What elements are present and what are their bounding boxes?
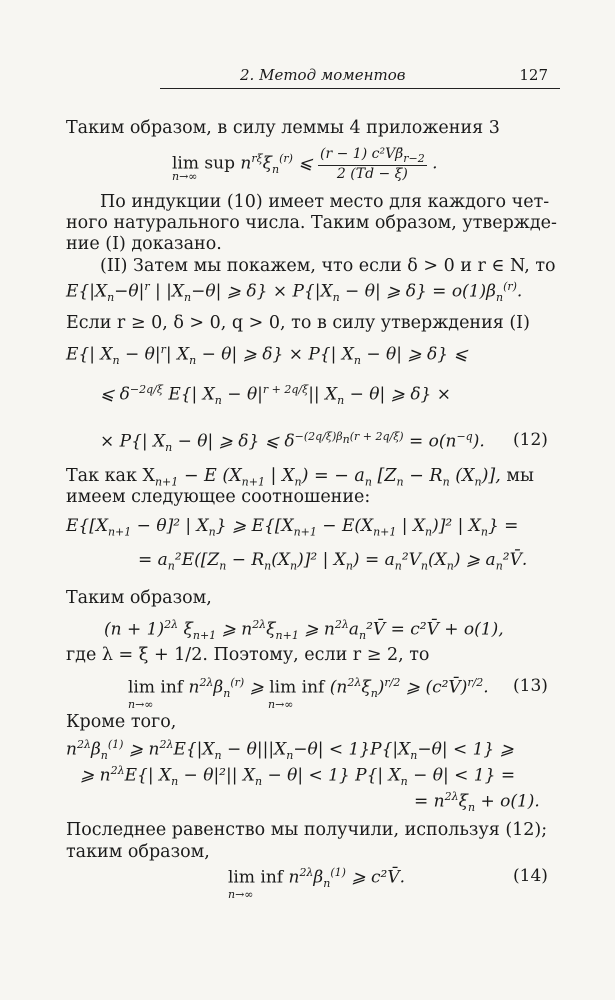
paragraph-line: Если r ≥ 0, δ > 0, q > 0, то в силу утверждения (I) (66, 313, 530, 333)
paragraph-fragment: Так как X (66, 466, 155, 486)
page-number: 127 (519, 66, 548, 84)
equation-liminf-14: lim inf $n^{2\lambda}\beta_n^{(1)}$ ⩾ c²V̄. n→∞ (228, 866, 406, 901)
equation-line: $(n + 1)^{2\lambda}$ $\xi_{n+1}$ ⩾ $n^{2\lambda}\xi_{n+1}$ ⩾ $n^{2\lambda}a_n^2V̄$ = c²V̄ + o(1), (104, 618, 504, 643)
paragraph-line: таким образом, (66, 842, 210, 862)
paragraph-line: По индукции (10) имеет место для каждого чет- (100, 192, 550, 212)
running-header (160, 64, 560, 89)
equation-number: (12) (513, 430, 548, 450)
equation-line: E{| $X_n - \theta|^r|$ $X_n - \theta|$ ⩾ δ} × P{| $X_n - \theta|$ ⩾ δ} ⩽ (66, 343, 468, 368)
paragraph-line: ного натурального числа. Таким образом, утвержде- (66, 213, 557, 233)
paragraph-line: Последнее равенство мы получили, используя (12); (66, 820, 548, 840)
equation-line: = $n^{2\lambda}\xi_n + o(1)$. (414, 790, 540, 815)
paragraph-line: где λ = ξ + 1/2. Поэтому, если r ≥ 2, то (66, 645, 430, 665)
equation-conditional-moment: $E\{|X_n-\theta|^r$ | $|X_n-\theta|$ ⩾ $\delta\} \times P\{|X_n - \theta|$ ⩾ $\delta\} = o(1)\beta_n^{(r)}$. (66, 280, 523, 305)
equation-liminf-13: lim inf $n^{2\lambda}\beta_n^{(r)}$ ⩾ lim inf $(n^{2\lambda}\xi_n)^{r/2}$ ⩾ (c²V̄)$^{r/2}$. n→∞ n→∞ (128, 676, 489, 711)
equation-line: $E\{[X_{n+1} - \theta]^2$ | $X_n$} ⩾ $E\{[X_{n+1} - E(X_{n+1}$ | $X_n)]^2$ | $X_n$} = (66, 516, 519, 539)
equation-line: ⩽ $\delta^{-2q/\xi}$ E{| $X_n - \theta|^{r + 2q/\xi}||$ $X_n - \theta|$ ⩾ δ} × (100, 383, 452, 408)
paragraph-line: ние (I) доказано. (66, 234, 222, 254)
running-title: 2. Метод моментов (240, 66, 406, 84)
equation-line: = $a_n^2E([Z_n - R_n(X_n)]^2$ | $X_n) = a_n^2V_n(X_n)$ ⩾ $a_n^2V̄$. (138, 550, 528, 573)
paragraph-line: Таким образом, (66, 588, 212, 608)
paragraph-line: имеем следующее соотношение: (66, 487, 371, 507)
equation-number: (14) (513, 866, 548, 886)
equation-line: × P{| $X_n - \theta|$ ⩾ δ} ⩽ $\delta^{-(2q/\xi)\beta_n(r + 2q/\xi)} = o(n^{-q})$. (100, 430, 485, 455)
equation-line: $n^{2\lambda}\beta_n^{(1)}$ ⩾ $n^{2\lambda}E\{|X_n - \theta|||X_n-\theta| < 1\}P\{|X_n-\theta| < 1\}$ ⩾ (66, 738, 514, 763)
paragraph-line: Кроме того, (66, 712, 177, 732)
paragraph-line: Так как $X_{n+1} - E$ ($X_{n+1}$ | $X_n$) = − $a_n$ [$Z_n - R_n$ $(X_n)$], мы (66, 466, 534, 489)
equation-line: ⩾ $n^{2\lambda}E\{|$ $X_n - \theta|^2||$ $X_n - \theta| < 1$} P{| $X_n - \theta| < 1$} = (80, 764, 516, 789)
equation-limsup: lim sup $n^{r\xi}\xi_n^{(r)}$ ⩽ $\frac{(r - 1) c^2V\betā_{r-2}}{2 (Td - \xi)}$ . n→∞ (172, 146, 438, 183)
equation-number: (13) (513, 676, 548, 696)
paragraph-line: (II) Затем мы покажем, что если δ > 0 и r ∈ N, то (100, 256, 556, 276)
paragraph-line: Таким образом, в силу леммы 4 приложения 3 (66, 118, 500, 138)
